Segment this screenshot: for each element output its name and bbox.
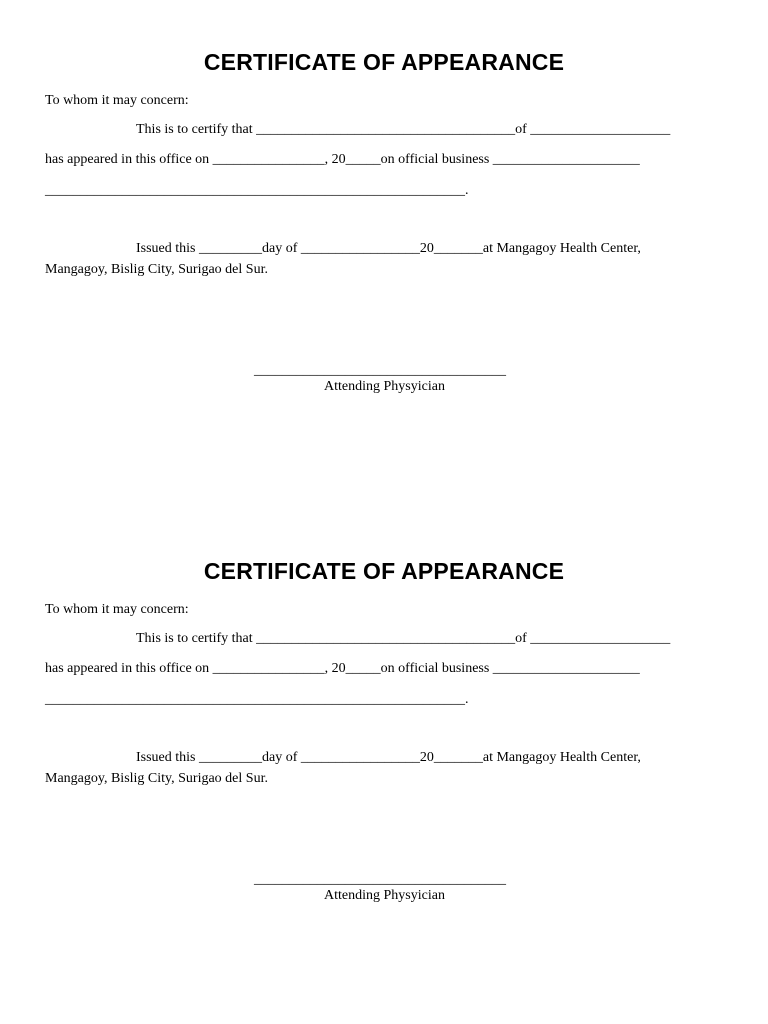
salutation: To whom it may concern:: [45, 93, 189, 108]
blank-line: ____________________________________________________________.: [45, 692, 469, 707]
signature-title: Attending Physyician: [324, 379, 445, 394]
signature-title: Attending Physyician: [324, 888, 445, 903]
certificate-title: CERTIFICATE OF APPEARANCE: [203, 558, 565, 584]
issued-line: Issued this _________day of _________________20_______at Mangagoy Health Center,: [136, 241, 641, 256]
certificate-top: [0, 0, 768, 510]
appeared-line: has appeared in this office on ________________, 20_____on official business _____________________: [45, 661, 640, 676]
appeared-line: has appeared in this office on ________________, 20_____on official business _____________________: [45, 152, 640, 167]
certify-line: This is to certify that _____________________________________of ____________________: [136, 122, 671, 137]
blank-line: ____________________________________________________________.: [45, 183, 469, 198]
signature-line: ____________________________________: [254, 872, 506, 887]
place-line: Mangagoy, Bislig City, Surigao del Sur.: [45, 262, 268, 277]
certify-line: This is to certify that _____________________________________of ____________________: [136, 631, 671, 646]
salutation: To whom it may concern:: [45, 602, 189, 617]
place-line: Mangagoy, Bislig City, Surigao del Sur.: [45, 771, 268, 786]
issued-line: Issued this _________day of _________________20_______at Mangagoy Health Center,: [136, 750, 641, 765]
certificate-title: CERTIFICATE OF APPEARANCE: [203, 49, 565, 75]
signature-line: ____________________________________: [254, 363, 506, 378]
certificate-bottom: [0, 509, 768, 1019]
